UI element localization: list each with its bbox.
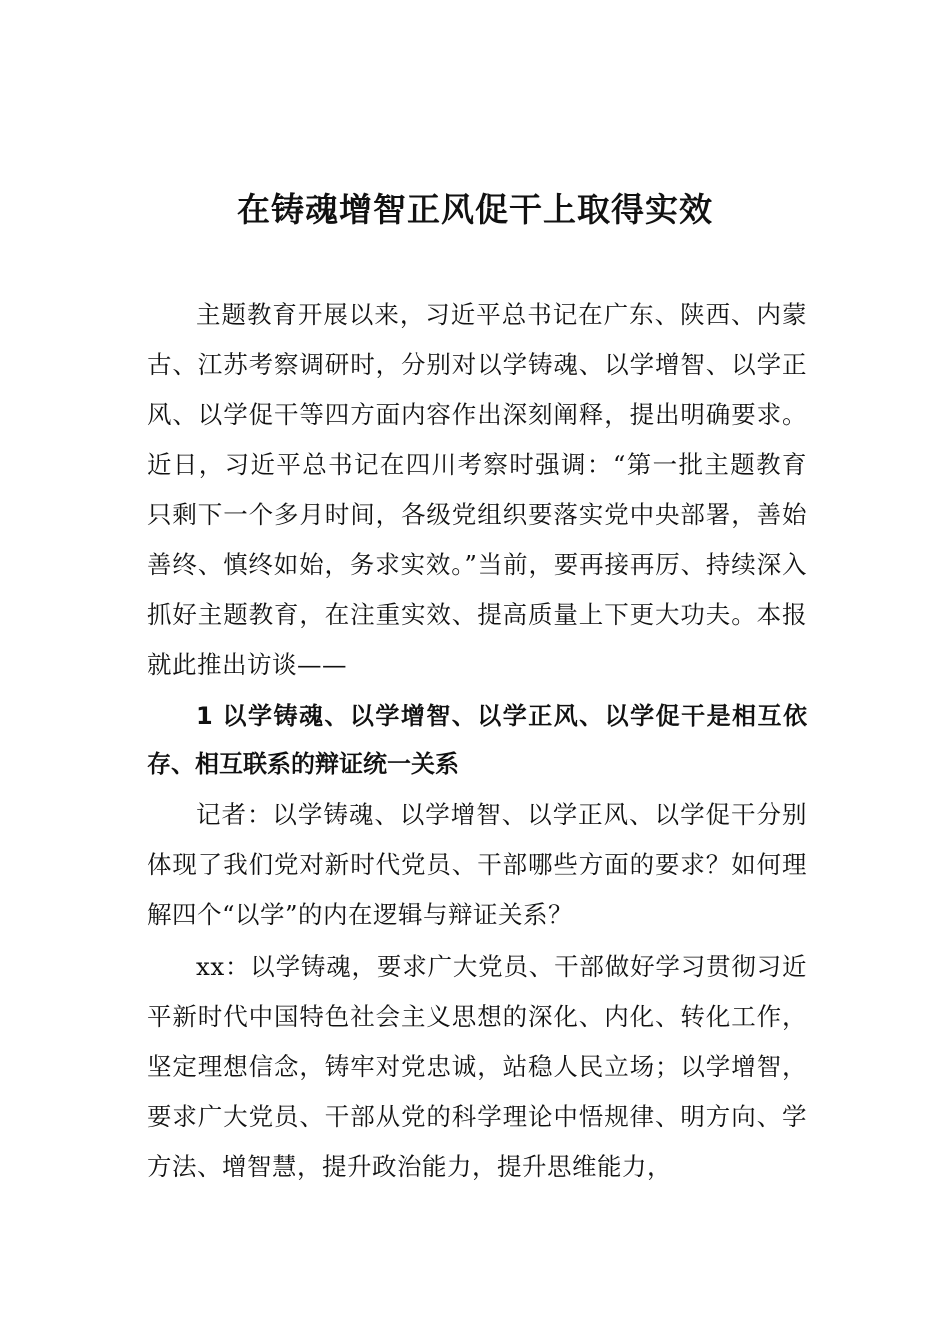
section-heading: 1 以学铸魂、以学增智、以学正风、以学促干是相互依存、相互联系的辩证统一关系: [147, 702, 807, 778]
document-title: 在铸魂增智正风促干上取得实效: [237, 190, 713, 229]
answer-paragraph: xx：以学铸魂，要求广大党员、干部做好学习贯彻习近平新时代中国特色社会主义思想的深化、内化、转化工作，坚定理想信念，铸牢对党忠诚，站稳人民立场；以学增智，要求广大党员、干部从党的科学理论中悟规律、明方向、学方法、增智慧，提升政治能力，提升思维能力，: [147, 952, 807, 1181]
intro-paragraph: 主题教育开展以来，习近平总书记在广东、陕西、内蒙古、江苏考察调研时，分别对以学铸魂、以学增智、以学正风、以学促干等四方面内容作出深刻阐释，提出明确要求。近日，习近平总书记在四川考察时强调：“第一批主题教育只剩下一个多月时间，各级党组织要落实党中央部署，善始善终、慎终如始，务求实效。”当前，要再接再厉、持续深入抓好主题教育，在注重实效、提高质量上下更大功夫。本报就此推出访谈——: [147, 300, 807, 679]
document-body: [147, 290, 807, 1192]
question-paragraph: 记者：以学铸魂、以学增智、以学正风、以学促干分别体现了我们党对新时代党员、干部哪些方面的要求？如何理解四个“以学”的内在逻辑与辩证关系？: [147, 800, 807, 929]
